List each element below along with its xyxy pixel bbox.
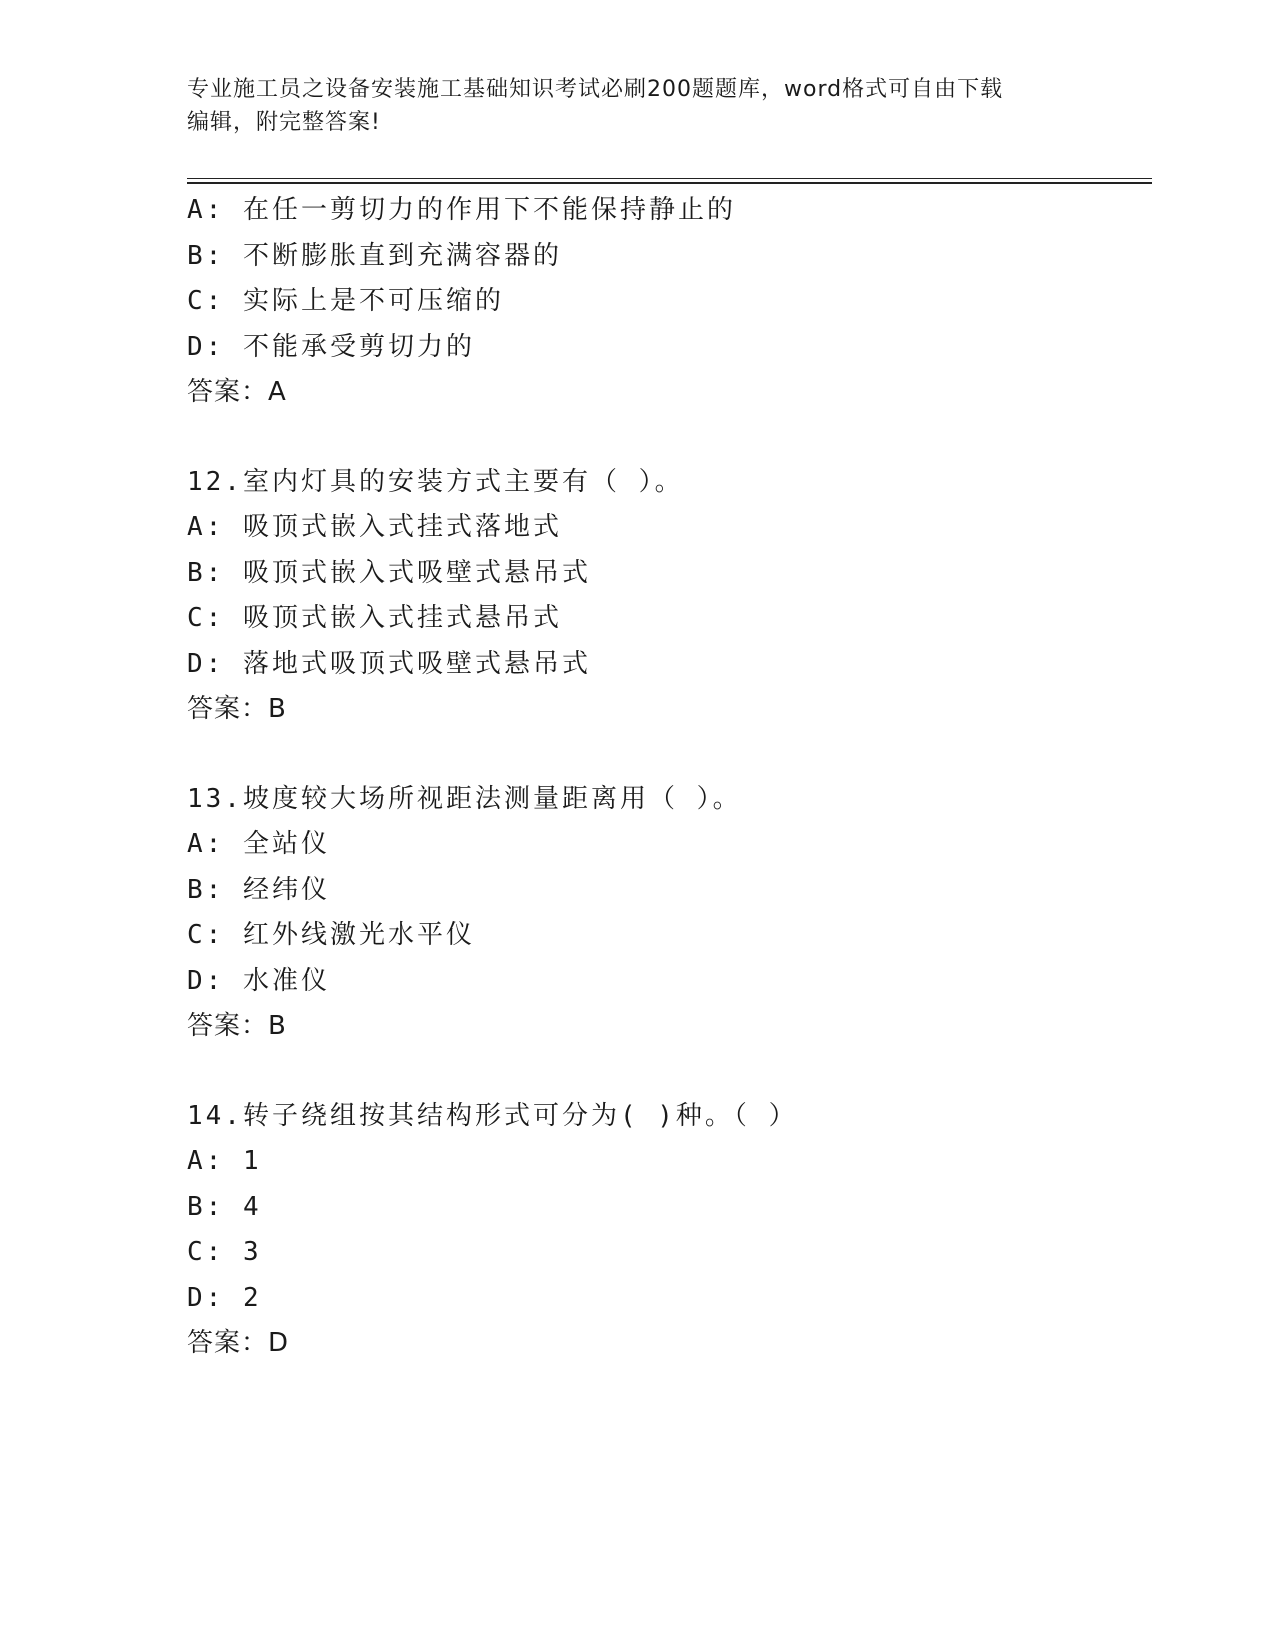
option-d: D: 2 xyxy=(187,1282,262,1313)
option-b: B: 4 xyxy=(187,1191,262,1222)
option-a: A: 在任一剪切力的作用下不能保持静止的 xyxy=(187,195,736,225)
question-block-11 xyxy=(187,188,1147,416)
header-line-1: 专业施工员之设备安装施工基础知识考试必刷200题题库，word格式可自由下载 xyxy=(187,77,1004,102)
option-a: A: 1 xyxy=(187,1146,262,1176)
option-c: C: 红外线激光水平仪 xyxy=(187,920,475,950)
answer-line: 答案：B xyxy=(187,694,287,724)
option-c: C: 3 xyxy=(187,1237,262,1267)
question-block-14 xyxy=(187,1094,1147,1367)
spacer xyxy=(187,1050,1147,1094)
header-divider-thin xyxy=(187,178,1152,179)
question-text: 12.室内灯具的安装方式主要有（ ）。 xyxy=(187,466,684,497)
header-line-2: 编辑，附完整答案! xyxy=(187,110,381,135)
option-a: A: 全站仪 xyxy=(187,829,330,859)
option-c: C: 吸顶式嵌入式挂式悬吊式 xyxy=(187,603,562,633)
question-text: 14.转子绕组按其结构形式可分为( )种。（ ） xyxy=(187,1100,798,1131)
question-text: 13.坡度较大场所视距法测量距离用（ ）。 xyxy=(187,783,742,814)
option-d: D: 不能承受剪切力的 xyxy=(187,331,475,362)
answer-line: 答案：D xyxy=(187,1328,290,1358)
question-list xyxy=(187,188,1147,1367)
answer-line: 答案：B xyxy=(187,1011,287,1041)
option-d: D: 落地式吸顶式吸壁式悬吊式 xyxy=(187,648,591,679)
option-a: A: 吸顶式嵌入式挂式落地式 xyxy=(187,512,562,542)
option-c: C: 实际上是不可压缩的 xyxy=(187,286,504,316)
answer-line: 答案：A xyxy=(187,377,287,407)
question-block-13 xyxy=(187,777,1147,1050)
option-b: B: 不断膨胀直到充满容器的 xyxy=(187,240,562,271)
spacer xyxy=(187,733,1147,777)
spacer xyxy=(187,416,1147,460)
header-divider-thick xyxy=(187,182,1152,184)
option-d: D: 水准仪 xyxy=(187,965,330,996)
option-b: B: 吸顶式嵌入式吸壁式悬吊式 xyxy=(187,557,591,588)
question-block-12 xyxy=(187,460,1147,733)
option-b: B: 经纬仪 xyxy=(187,874,330,905)
document-header xyxy=(187,73,1067,139)
